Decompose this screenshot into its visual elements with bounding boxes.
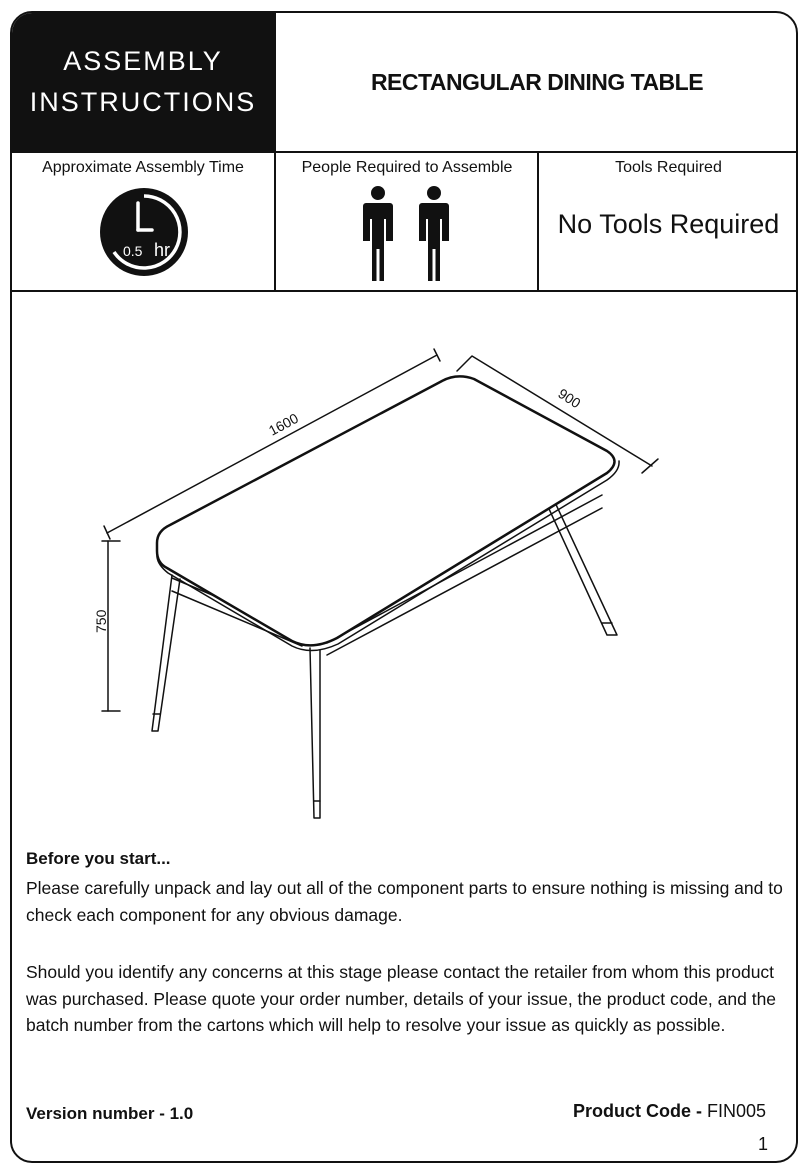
height-dimension: 750 [93, 609, 109, 633]
contact-instructions: Should you identify any concerns at this stage please contact the retailer from whom this product was purchased. Please quote your order number, details of your issue, the product code, and the batch number from the cartons which will help to resolve your issue as quickly as possible. [26, 962, 777, 1035]
assembly-time-unit: hr [154, 240, 171, 260]
people-icon [348, 185, 468, 285]
unpack-instructions: Please carefully unpack and lay out all of the component parts to ensure nothing is missing and to check each component for any obvious damage. [26, 878, 783, 925]
clock-icon [98, 186, 190, 278]
badge-line-2: INSTRUCTIONS [29, 87, 257, 117]
width-dimension: 900 [555, 385, 584, 412]
badge-line-1: ASSEMBLY [63, 46, 223, 76]
tools-required-value: No Tools Required [557, 209, 780, 239]
tools-required-cell [539, 153, 798, 290]
version-number: Version number - 1.0 [26, 1104, 194, 1123]
product-code [573, 1101, 766, 1122]
people-required-cell [276, 153, 538, 290]
product-title: RECTANGULAR DINING TABLE [370, 68, 704, 95]
length-dimension: 1600 [265, 409, 301, 439]
page-number: 1 [757, 1134, 768, 1154]
assembly-instructions-badge [12, 13, 274, 151]
person-icon [419, 186, 449, 281]
person-icon [363, 186, 393, 281]
product-code-value: FIN005 [706, 1101, 766, 1121]
tools-required-label: Tools Required [615, 159, 722, 176]
assembly-time-label: Approximate Assembly Time [42, 159, 244, 176]
table-drawing [62, 333, 682, 823]
divider-line [12, 290, 798, 292]
assembly-time-cell [12, 153, 274, 290]
before-you-start-heading: Before you start... [26, 849, 171, 868]
product-code-label: Product Code - [572, 1101, 702, 1121]
people-required-label: People Required to Assemble [301, 159, 513, 176]
instruction-sheet [10, 11, 798, 1163]
assembly-time-value: 0.5 [123, 243, 143, 259]
